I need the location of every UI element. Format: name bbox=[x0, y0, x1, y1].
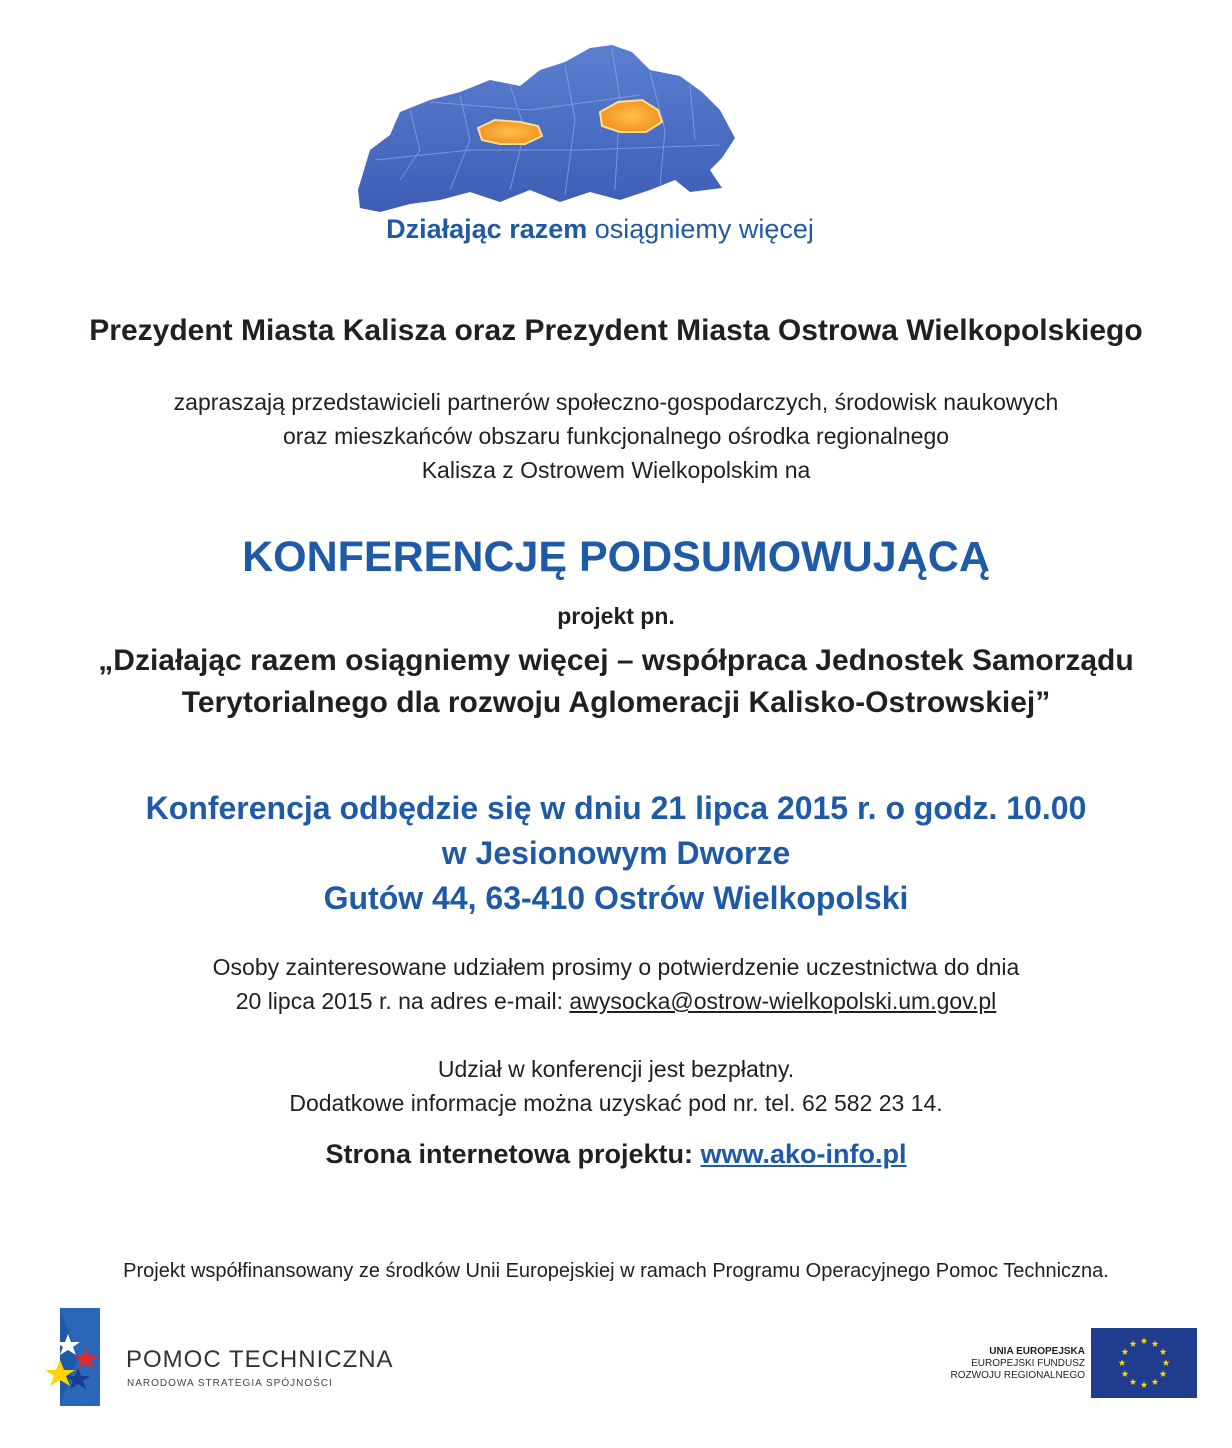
registration-line: Osoby zainteresowane udziałem prosimy o potwierdzenie uczestnictwa do dnia bbox=[212, 954, 1020, 980]
tagline-bold: Działając razem bbox=[386, 214, 588, 244]
pomoc-techniczna-logo-icon bbox=[38, 1308, 108, 1406]
pt-title: POMOC TECHNICZNA bbox=[126, 1346, 394, 1373]
project-name-line: Terytorialnego dla rozwoju Aglomeracji Kalisko-Ostrowskiej” bbox=[181, 686, 1051, 719]
event-address: Gutów 44, 63-410 Ostrów Wielkopolski bbox=[323, 880, 909, 916]
conference-title: KONFERENCJĘ PODSUMOWUJĄCĄ bbox=[242, 533, 990, 581]
invitation-line: Kalisza z Ostrowem Wielkopolskim na bbox=[421, 457, 811, 483]
eu-line: UNIA EUROPEJSKA bbox=[989, 1346, 1085, 1357]
project-label: projekt pn. bbox=[557, 603, 675, 629]
eu-flag-icon bbox=[1091, 1328, 1197, 1398]
eu-line: ROZWOJU REGIONALNEGO bbox=[950, 1370, 1085, 1381]
event-venue: w Jesionowym Dworze bbox=[441, 835, 791, 871]
registration-line bbox=[0, 984, 1232, 1018]
fees-line: Udział w konferencji jest bezpłatny. bbox=[437, 1056, 795, 1082]
invitation-line: oraz mieszkańców obszaru funkcjonalnego ośrodka regionalnego bbox=[282, 423, 950, 449]
invitation-text bbox=[0, 385, 1232, 487]
eu-line: EUROPEJSKI FUNDUSZ bbox=[971, 1358, 1085, 1369]
registration-prefix: 20 lipca 2015 r. na adres e-mail: bbox=[235, 988, 570, 1014]
funding-note: Projekt współfinansowany ze środków Unii Europejskiej w ramach Programu Operacyjnego Pomoc Techniczna. bbox=[123, 1260, 1109, 1282]
fees-info bbox=[0, 1052, 1232, 1120]
fees-line: Dodatkowe informacje można uzyskać pod nr. tel. 62 582 23 14. bbox=[289, 1090, 943, 1116]
tagline bbox=[0, 214, 1200, 245]
event-details bbox=[0, 786, 1232, 921]
email-link[interactable]: awysocka@ostrow-wielkopolski.um.gov.pl bbox=[569, 988, 997, 1014]
project-name-line: „Działając razem osiągniemy więcej – współpraca Jednostek Samorządu bbox=[98, 644, 1134, 677]
project-name bbox=[0, 640, 1232, 724]
pt-subtitle: NARODOWA STRATEGIA SPÓJNOŚCI bbox=[127, 1378, 333, 1389]
registration-info bbox=[0, 950, 1232, 1018]
invitation-line: zapraszają przedstawicieli partnerów społeczno-gospodarczych, środowisk naukowych bbox=[173, 389, 1059, 415]
region-map-logo bbox=[350, 40, 740, 215]
eu-caption bbox=[900, 1346, 1085, 1382]
inviter-heading: Prezydent Miasta Kalisza oraz Prezydent Miasta Ostrowa Wielkopolskiego bbox=[89, 314, 1143, 347]
website-label: Strona internetowa projektu: bbox=[325, 1139, 701, 1169]
website-info bbox=[0, 1139, 1232, 1170]
event-date: Konferencja odbędzie się w dniu 21 lipca 2015 r. o godz. 10.00 bbox=[145, 790, 1087, 826]
tagline-rest: osiągniemy więcej bbox=[594, 214, 814, 244]
website-link[interactable]: www.ako-info.pl bbox=[700, 1139, 907, 1169]
